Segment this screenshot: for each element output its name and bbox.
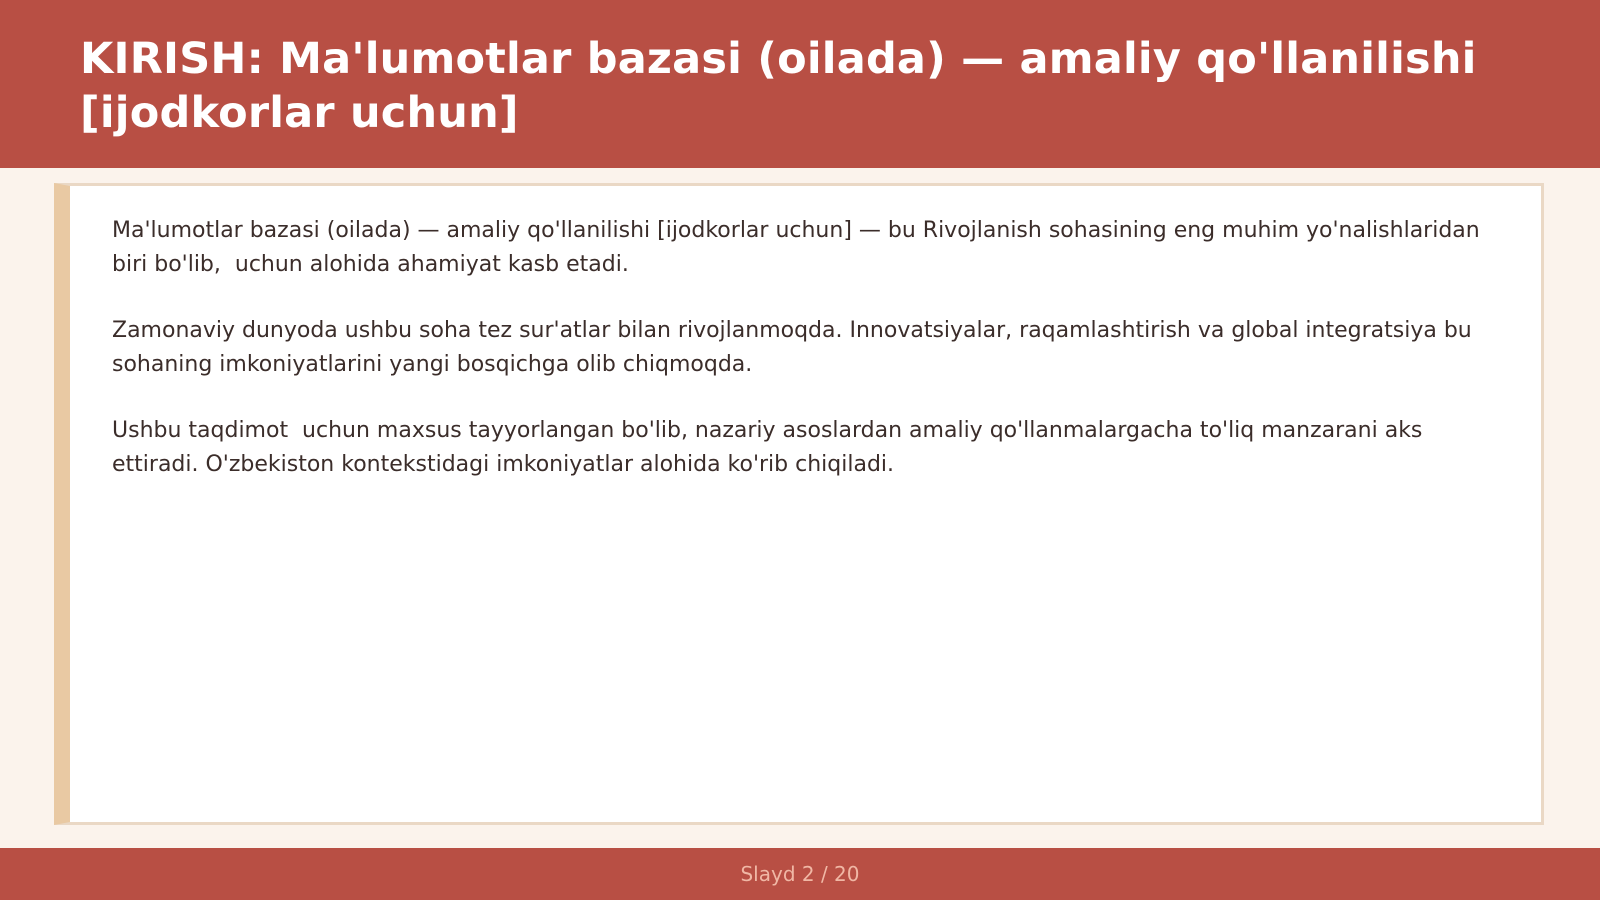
- presentation-purpose-paragraph: Ushbu taqdimot uchun maxsus tayyorlangan bo'lib, nazariy asoslardan amaliy qo'llanmalargacha to'liq manzarani aks ettiradi. O'zbekiston kontekstidagi imkoniyatlar alohida ko'rib chiqiladi.: [112, 418, 1430, 477]
- content-text: [112, 214, 1502, 514]
- slide-counter: Slayd 2 / 20: [740, 862, 860, 886]
- slide-header: [0, 0, 1600, 168]
- modern-world-paragraph: Zamonaviy dunyoda ushbu soha tez sur'atlar bilan rivojlanmoqda. Innovatsiyalar, raqamlashtirish va global integratsiya bu sohaning imkoniyatlarini yangi bosqichga olib chiqmoqda.: [112, 318, 1479, 377]
- intro-paragraph: Ma'lumotlar bazasi (oilada) — amaliy qo'llanilishi [ijodkorlar uchun] — bu Rivojlanish sohasining eng muhim yo'nalishlaridan biri bo'lib, uchun alohida ahamiyat kasb etadi.: [112, 218, 1487, 277]
- slide-title: KIRISH: Ma'lumotlar bazasi (oilada) — amaliy qo'llanilishi [ijodkorlar uchun]: [80, 34, 1477, 138]
- slide-footer: [0, 848, 1600, 900]
- content-card: [54, 183, 1544, 825]
